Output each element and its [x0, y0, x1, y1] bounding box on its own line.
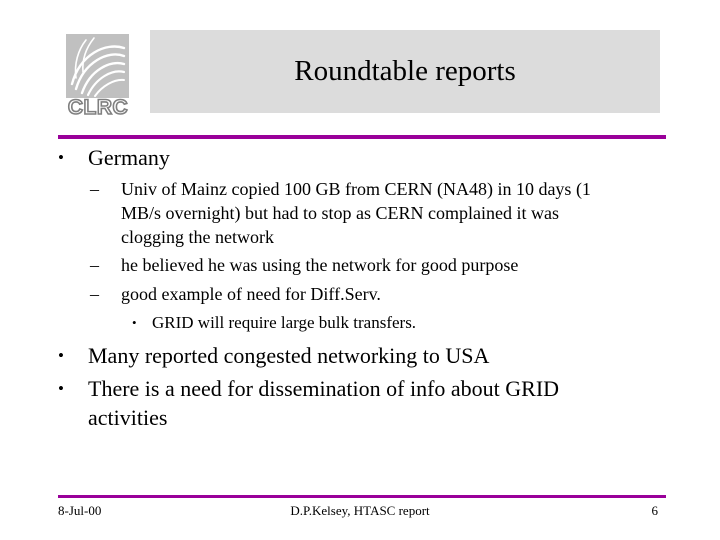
dash-icon: – — [90, 179, 99, 199]
sub-bullet-text: MB/s overnight) but had to stop as CERN complained it was — [121, 203, 559, 223]
sub-bullet-text: good example of need for Diff.Serv. — [121, 284, 381, 304]
logo-text: CLRC — [67, 96, 129, 119]
sub-sub-bullet-text: GRID will require large bulk transfers. — [152, 313, 417, 332]
title-divider — [58, 135, 666, 139]
sub-bullet-text: clogging the network — [121, 227, 274, 247]
sub-bullet-text: Univ of Mainz copied 100 GB from CERN (NA48) in 10 days (1 — [121, 179, 591, 199]
footer-divider — [58, 495, 666, 498]
dash-icon: – — [90, 255, 99, 275]
logo-swirl-icon — [66, 34, 129, 98]
bullet-icon: • — [58, 346, 64, 365]
bullet-icon: • — [58, 148, 64, 167]
footer-date: 8-Jul-00 — [58, 503, 102, 518]
footer-author: D.P.Kelsey, HTASC report — [290, 503, 430, 518]
sub-bullet-text: he believed he was using the network for good purpose — [121, 255, 519, 275]
bullet-text: There is a need for dissemination of info about GRID — [88, 376, 560, 401]
bullet-text: Many reported congested networking to USA — [88, 343, 490, 368]
page-number: 6 — [651, 503, 658, 518]
bullet-icon: • — [58, 379, 64, 398]
bullet-icon: • — [132, 315, 137, 330]
page-title: Roundtable reports — [294, 55, 516, 87]
logo — [58, 32, 134, 122]
title-banner — [150, 30, 660, 113]
bullet-text: activities — [88, 405, 168, 430]
dash-icon: – — [90, 284, 99, 304]
bullet-text: Germany — [88, 145, 170, 170]
